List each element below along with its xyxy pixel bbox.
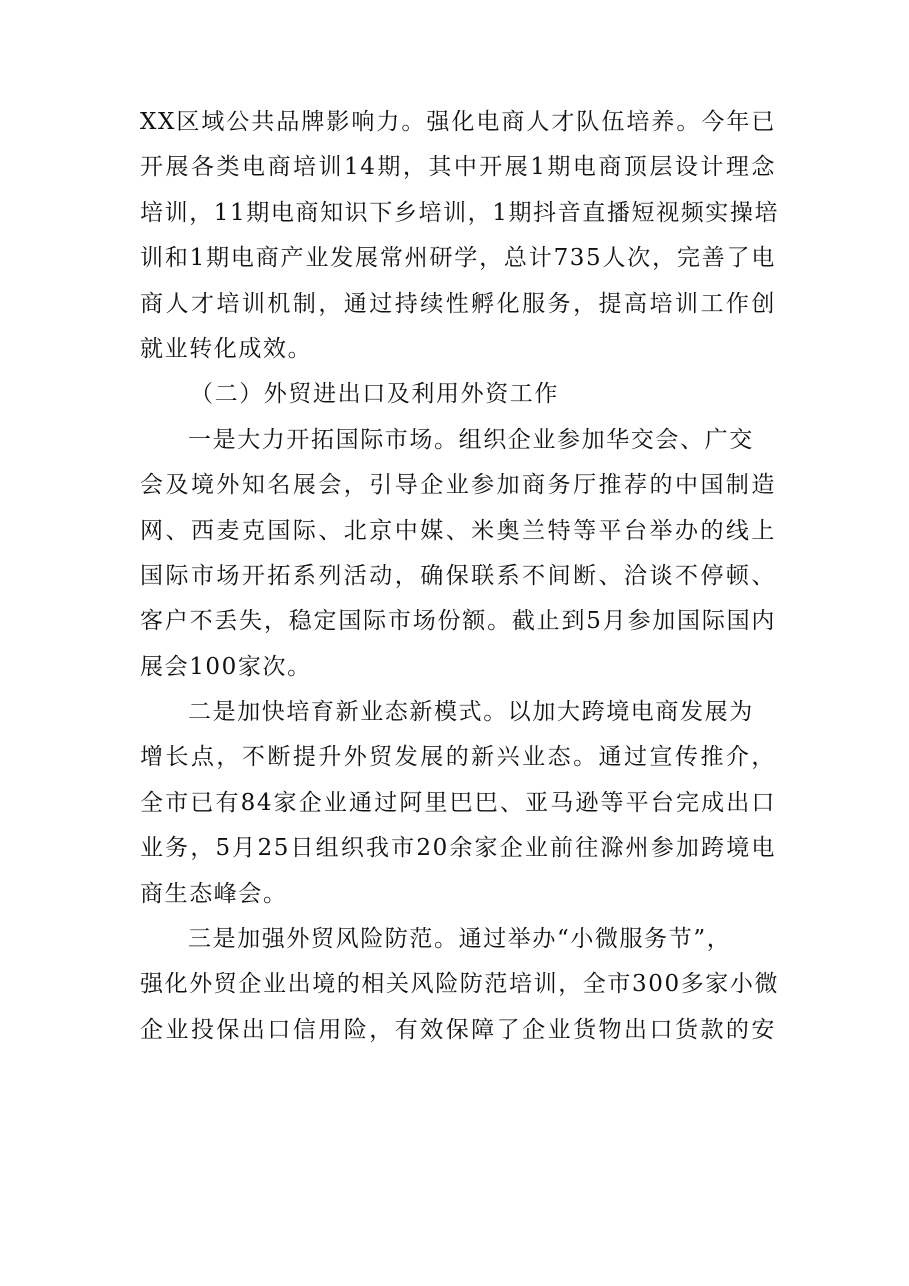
text-line: 增长点，不断提升外贸发展的新兴业态。通过宣传推介， <box>140 744 776 771</box>
text-line: 培训，11期电商知识下乡培训，1期抖音直播短视频实操培 <box>140 199 780 226</box>
text-line: 展会100家次。 <box>140 653 312 680</box>
text-line: XX区域公共品牌影响力。强化电商人才队伍培养。今年已 <box>140 109 776 135</box>
paragraph-start-line: 二是加快培育新业态新模式。以加大跨境电商发展为 <box>188 699 754 726</box>
text-line: 国际市场开拓系列活动，确保联系不间断、洽谈不停顿、 <box>140 562 776 589</box>
text-line: 商人才培训机制，通过持续性孵化服务，提高培训工作创 <box>140 290 776 317</box>
section-heading: （二）外贸进出口及利用外资工作 <box>190 381 559 408</box>
text-line: 训和1期电商产业发展常州研学，总计735人次，完善了电 <box>140 245 776 272</box>
text-line: 就业转化成效。 <box>140 335 313 362</box>
paragraph-start-line: 三是加强外贸风险防范。通过举办“小微服务节”， <box>188 926 732 953</box>
text-line: 商生态峰会。 <box>140 880 288 907</box>
text-line: 强化外贸企业出境的相关风险防范培训，全市300多家小微 <box>140 971 780 998</box>
text-line: 网、西麦克国际、北京中媒、米奥兰特等平台举办的线上 <box>140 517 776 544</box>
text-line: 全市已有84家企业通过阿里巴巴、亚马逊等平台完成出口 <box>140 789 776 816</box>
document-body <box>140 100 780 1053</box>
text-line: 客户不丢失，稳定国际市场份额。截止到5月参加国际国内 <box>140 608 776 635</box>
text-line: 开展各类电商培训14期，其中开展1期电商顶层设计理念 <box>140 154 776 181</box>
text-line: 企业投保出口信用险，有效保障了企业货物出口货款的安 <box>140 1016 776 1043</box>
text-line: 会及境外知名展会，引导企业参加商务厅推荐的中国制造 <box>140 472 776 499</box>
paragraph-start-line: 一是大力开拓国际市场。组织企业参加华交会、广交 <box>188 426 754 453</box>
text-line: 业务，5月25日组织我市20余家企业前往滁州参加跨境电 <box>140 835 776 862</box>
